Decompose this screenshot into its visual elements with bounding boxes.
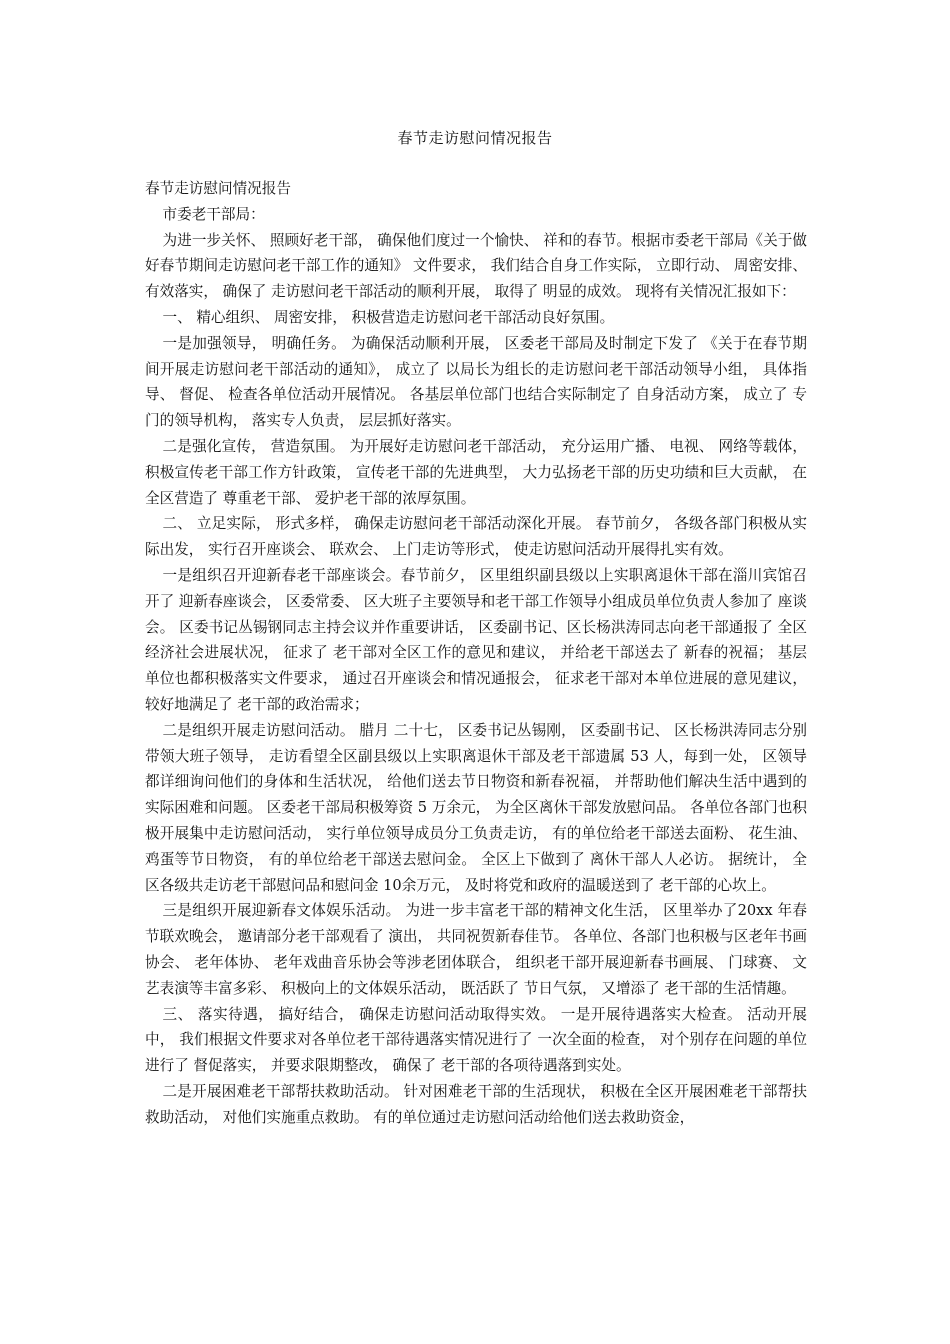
salutation: 市委老干部局： (162, 205, 265, 223)
paragraph-forum: 一是组织召开迎新春老干部座谈会。春节前夕， 区里组织副县级以上实职离退休干部在淄川宾馆召开了 迎新春座谈会， 区委常委、 区大班子主要领导和老干部工作领导小组成员单位负责人参加了 座谈会。 区委书记丛锡钢同志主持会议并作重要讲话， 区委副书记、区长杨洪涛同志向老干部通报了 全区经济社会进展状况， 征求了 老干部对全区工作的意见和建议， 并给老干部送去了 新春的祝福； 基层单位也都积极落实文件要求， 通过召开座谈会和情况通报会， 征求老干部对本单位进展的意见建议， 较好地满足了 老干部的政治需求； (145, 566, 807, 713)
section-heading-3: 三、 落实待遇， 搞好结合， 确保走访慰问活动取得实效。 一是开展待遇落实大检查。 活动开展中， 我们根据文件要求对各单位老干部待遇落实情况进行了 一次全面的检查， 对个别存在问题的单位进行了 督促落实， 并要求限期整改， 确保了 老干部的各项待遇落到实处。 (145, 1005, 807, 1075)
paragraph-intro: 为进一步关怀、 照顾好老干部， 确保他们度过一个愉快、 祥和的春节。根据市委老干部局《关于做好春节期间走访慰问老干部工作的通知》 文件要求， 我们结合自身工作实际， 立即行动、 周密安排、 有效落实， 确保了 走访慰问老干部活动的顺利开展， 取得了 明显的成效。 现将有关情况汇报如下： (145, 231, 807, 301)
paragraph-leadership: 一是加强领导， 明确任务。 为确保活动顺利开展， 区委老干部局及时制定下发了 《关于在春节期间开展走访慰问老干部活动的通知》， 成立了 以局长为组长的走访慰问老干部活动领导小组， 具体指导、 督促、 检查各单位活动开展情况。 各基层单位部门也结合实际制定了 自身活动方案， 成立了 专门的领导机构， 落实专人负责， 层层抓好落实。 (145, 334, 807, 430)
document-heading: 春节走访慰问情况报告 (145, 180, 291, 197)
paragraph-assistance: 二是开展困难老干部帮扶救助活动。 针对困难老干部的生活现状， 积极在全区开展困难老干部帮扶救助活动， 对他们实施重点救助。 有的单位通过走访慰问活动给他们送去救助资金， (145, 1082, 807, 1126)
section-heading-2: 二、 立足实际， 形式多样， 确保走访慰问老干部活动深化开展。 春节前夕， 各级各部门积极从实际出发， 实行召开座谈会、 联欢会、 上门走访等形式， 使走访慰问活动开展得扎实有效。 (145, 515, 807, 559)
document-title: 春节走访慰问情况报告 (397, 129, 553, 147)
document-body (145, 176, 807, 1130)
paragraph-activities: 三是组织开展迎新春文体娱乐活动。 为进一步丰富老干部的精神文化生活， 区里举办了20xx 年春节联欢晚会， 邀请部分老干部观看了 演出， 共同祝贺新春佳节。 各单位、各部门也积极与区老年书画协会、 老年体协、 老年戏曲音乐协会等涉老团体联合， 组织老干部开展迎新春书画展、 门球赛、 文艺表演等丰富多彩、 积极向上的文体娱乐活动， 既活跃了 节日气氛， 又增添了 老干部的生活情趣。 (145, 902, 807, 997)
section-heading-1: 一、 精心组织、 周密安排， 积极营造走访慰问老干部活动良好氛围。 (162, 308, 615, 326)
paragraph-visits: 二是组织开展走访慰问活动。 腊月 二十七， 区委书记丛锡刚， 区委副书记、 区长杨洪涛同志分别带领大班子领导， 走访看望全区副县级以上实职离退休干部及老干部遗属 53 人，每到一处， 区领导都详细询问他们的身体和生活状况， 给他们送去节日物资和新春祝福， 并帮助他们解决生活中遇到的实际困难和问题。 区委老干部局积极筹资 5 万余元， 为全区离休干部发放慰问品。 各单位各部门也积极开展集中走访慰问活动， 实行单位领导成员分工负责走访， 有的单位给老干部送去面粉、 花生油、 鸡蛋等节日物资， 有的单位给老干部送去慰问金。 全区上下做到了 离休干部人人必访。 据统计， 全区各级共走访老干部慰问品和慰问金 10余万元， 及时将党和政府的温暖送到了 老干部的心坎上。 (145, 721, 807, 894)
paragraph-publicity: 二是强化宣传， 营造氛围。 为开展好走访慰问老干部活动， 充分运用广播、 电视、 网络等载体， 积极宣传老干部工作方针政策， 宣传老干部的先进典型， 大力弘扬老干部的历史功绩和巨大贡献， 在全区营造了 尊重老干部、 爱护老干部的浓厚氛围。 (145, 437, 807, 507)
